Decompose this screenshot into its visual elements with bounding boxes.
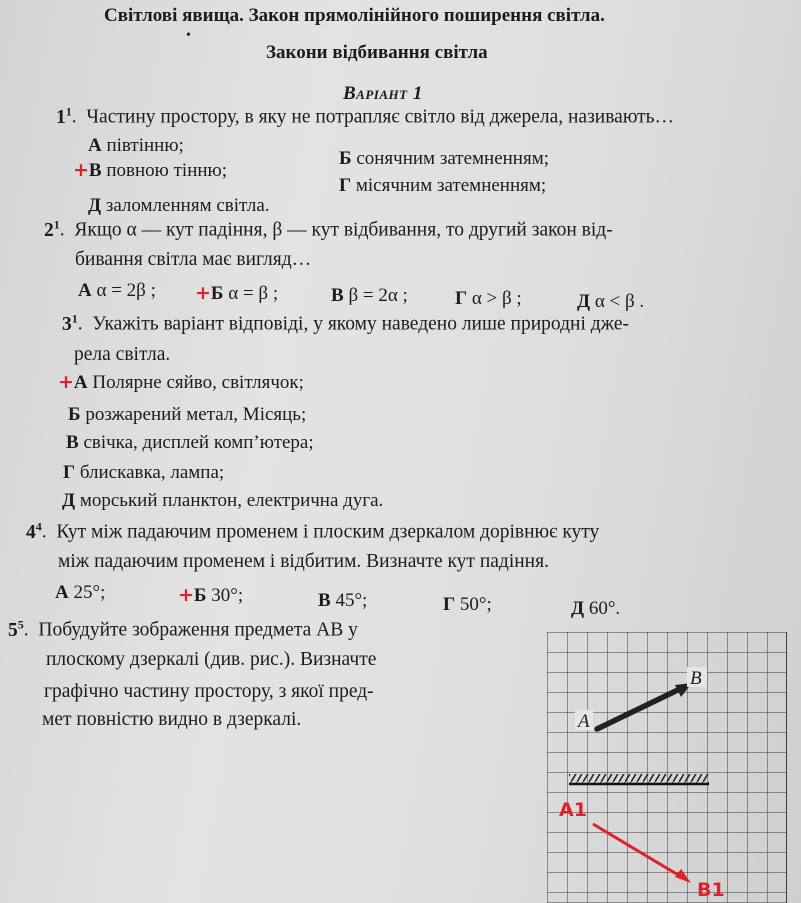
question-text: Побудуйте зображення предмета AB у	[38, 619, 358, 641]
q3-option-d: Г блискавка, лампа;	[63, 462, 225, 483]
q1-option-d: Г місячним затемненням;	[339, 175, 547, 196]
q4-option-d: Г 50°;	[443, 594, 492, 615]
correct-answer-mark: +	[73, 159, 89, 181]
question-text: Укажіть варіант відповіді, у якому наведено лише природні дже-	[92, 313, 630, 335]
correct-answer-mark: +	[178, 584, 194, 606]
question-number: $4^4$	[26, 519, 42, 543]
correct-answer-mark: +	[58, 371, 74, 393]
label-b1: B1	[697, 879, 725, 901]
question-4: $4^4$. Кут між падаючим променем і плоским дзеркалом дорівнює куту	[26, 519, 600, 543]
title-line-1: Світлові явища. Закон прямолінійного поширення світла.	[104, 5, 605, 26]
q2-option-a: А α = 2β ;	[78, 280, 156, 301]
q4-option-a: А 25°;	[55, 582, 106, 603]
q3-option-e: Д морський планктон, електрична дуга.	[62, 490, 384, 511]
question-3: $3^1$. Укажіть варіант відповіді, у якому наведено лише природні дже-	[62, 311, 630, 335]
label-a: A	[578, 711, 590, 732]
q2-option-b: +Б α = β ;	[195, 282, 279, 304]
q3-option-b: Б розжарений метал, Місяць;	[68, 404, 307, 425]
mirror-hatching	[569, 774, 709, 784]
q3-option-a: +А Полярне сяйво, світлячок;	[58, 371, 304, 393]
mirror-grid	[547, 632, 787, 903]
question-number: $2^1$	[44, 217, 60, 241]
q4-option-c: В 45°;	[318, 590, 368, 611]
q1-option-e: Д заломленням світла.	[88, 195, 270, 216]
title-line-2: Закони відбивання світла	[266, 42, 488, 63]
title-dot: •	[186, 28, 191, 43]
question-2: $2^1$. Якщо α — кут падіння, β — кут відбивання, то другий закон від-	[44, 217, 613, 241]
question-4-line-2: між падаючим променем і відбитим. Визначте кут падіння.	[58, 551, 549, 572]
question-text: Частину простору, в яку не потрапляє світло від джерела, називають…	[86, 106, 675, 128]
question-3-line-2: рела світла.	[74, 344, 171, 365]
label-a1: A1	[559, 799, 587, 821]
q2-option-c: В β = 2α ;	[331, 285, 408, 306]
question-5-line-4: мет повністю видно в дзеркалі.	[42, 709, 302, 730]
q3-option-c: В свічка, дисплей комп’ютера;	[66, 432, 314, 453]
q1-option-a: А півтінню;	[88, 135, 184, 156]
q4-option-b: +Б 30°;	[178, 584, 244, 606]
question-5-line-2: плоскому дзеркалі (див. рис.). Визначте	[46, 649, 377, 670]
variant-heading: Варіант 1	[343, 83, 423, 104]
grid-cells	[547, 632, 787, 903]
q4-option-e: Д 60°.	[571, 598, 621, 619]
question-5-line-3: графічно частину простору, з якої пред-	[44, 681, 374, 702]
q1-option-c: +В повною тінню;	[73, 159, 228, 181]
question-number: $5^5$	[8, 617, 24, 641]
question-1: $1^1$. Частину простору, в яку не потрапляє світло від джерела, називають…	[56, 104, 675, 128]
question-5: $5^5$. Побудуйте зображення предмета AB у	[8, 617, 358, 641]
question-text: Кут між падаючим променем і плоским дзеркалом дорівнює куту	[56, 521, 600, 543]
q1-option-b: Б сонячним затемненням;	[339, 148, 550, 169]
mirror-figure	[547, 632, 787, 903]
question-text: Якщо α — кут падіння, β — кут відбивання, то другий закон від-	[74, 219, 613, 241]
correct-answer-mark: +	[195, 282, 211, 304]
question-number: $3^1$	[62, 311, 78, 335]
q2-option-d: Г α > β ;	[455, 288, 522, 309]
question-2-line-2: бивання світла має вигляд…	[75, 249, 312, 270]
question-number: $1^1$	[56, 104, 72, 128]
q2-option-e: Д α < β .	[577, 291, 645, 312]
label-b: B	[690, 668, 702, 689]
